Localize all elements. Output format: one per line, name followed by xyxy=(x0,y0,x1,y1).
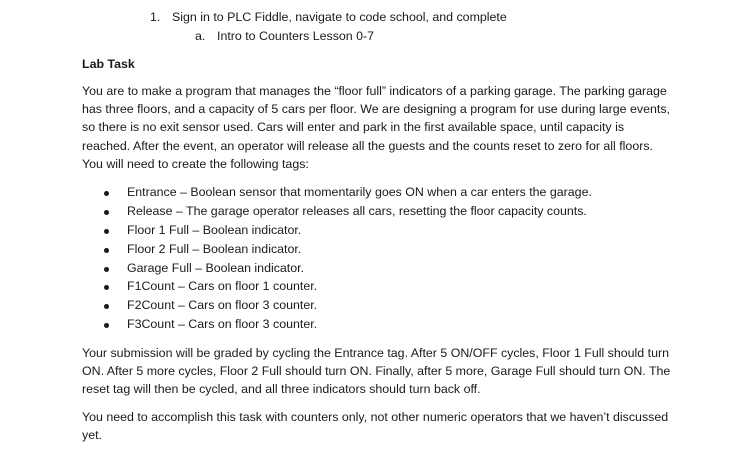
list-number: 1. xyxy=(150,10,161,24)
tag-description: F2Count – Cars on floor 3 counter. xyxy=(127,298,318,313)
bullet-icon xyxy=(104,210,109,215)
tag-description: F3Count – Cars on floor 3 counter. xyxy=(127,317,318,332)
bullet-icon xyxy=(104,248,109,253)
list-item xyxy=(0,223,700,242)
list-item xyxy=(0,204,700,223)
tag-description: F1Count – Cars on floor 1 counter. xyxy=(127,279,318,294)
tag-description: Floor 2 Full – Boolean indicator. xyxy=(127,241,302,256)
tag-description: Floor 1 Full – Boolean indicator. xyxy=(127,222,302,237)
bullet-icon xyxy=(104,323,109,328)
section-heading: Lab Task xyxy=(82,57,135,71)
list-item xyxy=(0,298,700,317)
intro-paragraph: You are to make a program that manages the “floor full” indicators of a parking garage. The parking garage has three floors, and a capacity of 5 cars per floor. We are designing a program for use during large events, so there is no exit sensor used. Cars will enter and park in the first available space, until capacity is reached. After the event, an operator will release all the guests and the counts reset to zero for all floors. You will need to create the following tags: xyxy=(82,84,670,171)
bullet-icon xyxy=(104,267,109,272)
tag-description: Entrance – Boolean sensor that momentarily goes ON when a car enters the garage. xyxy=(127,185,592,199)
grading-paragraph: Your submission will be graded by cycling the Entrance tag. After 5 ON/OFF cycles, Floor 1 Full should turn ON. After 5 more cycles, Floor 2 Full should turn ON. Finally, after 5 more, Garage Full should turn ON. The reset tag will then be cycled, and all three indicators should turn back off. xyxy=(82,346,671,397)
tag-description: Garage Full – Boolean indicator. xyxy=(127,260,305,275)
note-paragraph: You need to accomplish this task with counters only, not other numeric operators that we haven’t discussed yet. xyxy=(82,410,669,443)
sublist-letter: a. xyxy=(195,29,206,43)
bullet-icon xyxy=(104,191,109,196)
bullet-icon xyxy=(104,285,109,290)
list-item xyxy=(0,317,700,336)
list-item xyxy=(0,279,700,298)
tag-list xyxy=(0,185,700,336)
list-item xyxy=(0,242,700,261)
list-item xyxy=(0,185,700,204)
bullet-icon xyxy=(104,304,109,309)
bullet-icon xyxy=(104,229,109,234)
tag-description: Release – The garage operator releases all cars, resetting the floor capacity counts. xyxy=(127,203,587,218)
list-item xyxy=(0,261,700,280)
substep-text: Intro to Counters Lesson 0-7 xyxy=(217,29,375,43)
step-text: Sign in to PLC Fiddle, navigate to code school, and complete xyxy=(172,10,507,24)
